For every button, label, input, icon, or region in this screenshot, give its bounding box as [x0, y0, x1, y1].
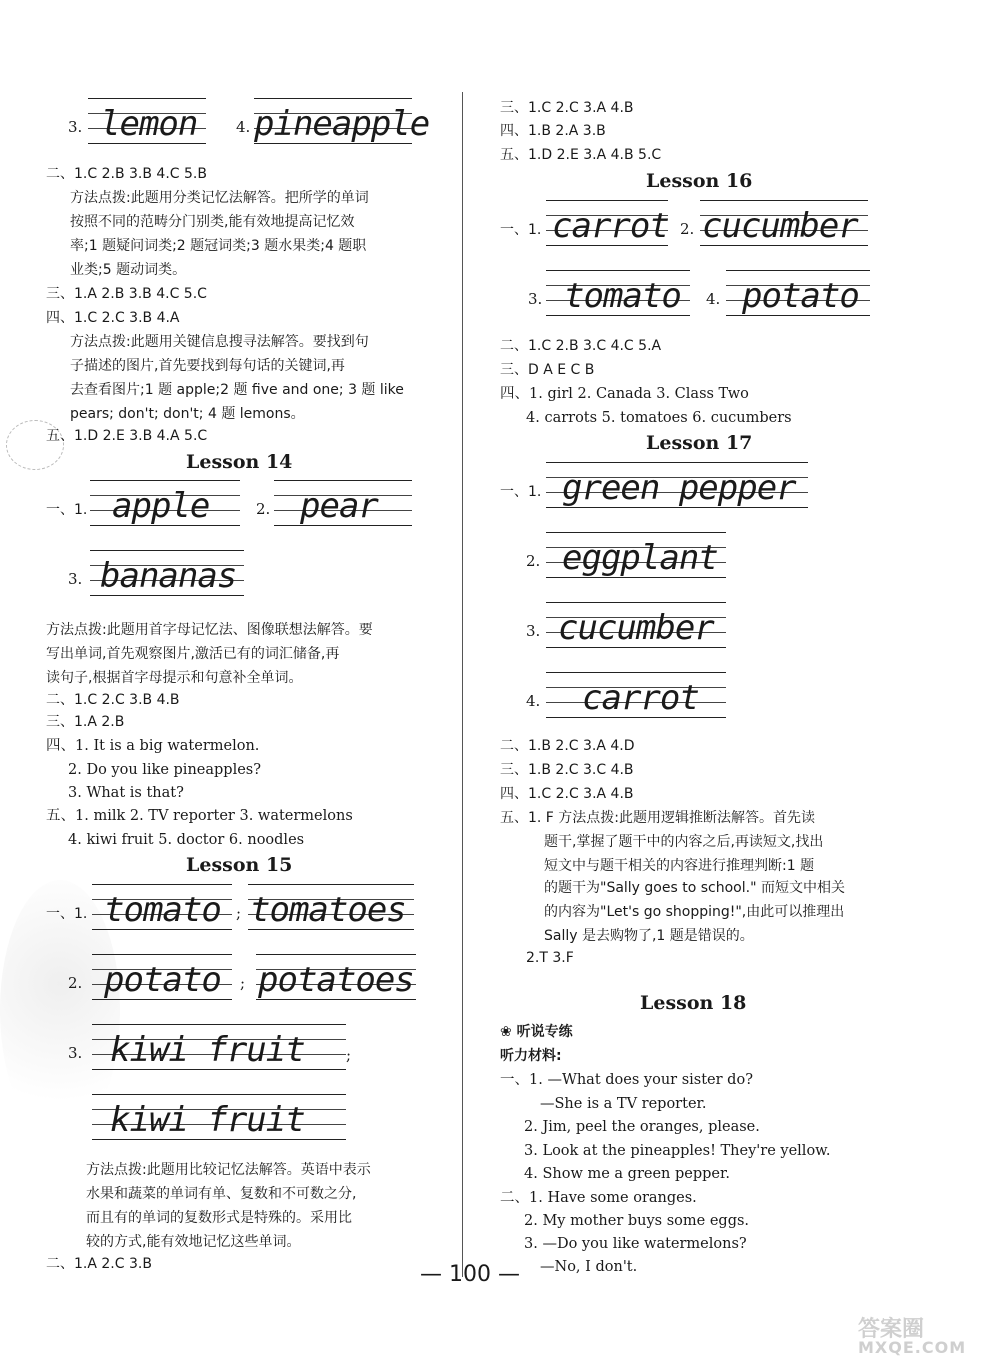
- script-line: 3. —Do you like watermelons?: [524, 1236, 747, 1252]
- handwritten-word: carrot: [552, 206, 669, 246]
- handwritten-word: kiwi fruit: [110, 1100, 305, 1140]
- watermark-logo: 答案圈: [858, 1317, 925, 1342]
- hw-num: 4.: [526, 692, 541, 710]
- tip-line: 读句子,根据首字母提示和句意补全单词。: [46, 670, 303, 686]
- answer-line: 二、1.B 2.C 3.A 4.D: [500, 738, 635, 754]
- answer-line: 五、1.D 2.E 3.B 4.A 5.C: [46, 428, 208, 444]
- hw-num: 2.: [68, 974, 83, 992]
- handwritten-word: carrot: [582, 678, 699, 718]
- script-line: 3. Look at the pineapples! They're yellow.: [524, 1143, 831, 1159]
- tip-line: 方法点拨:此题用关键信息搜寻法解答。要找到句: [70, 334, 369, 350]
- handwritten-word: potato: [742, 276, 859, 316]
- item-prefix: 一、1.: [500, 484, 542, 500]
- answer-line: 3. What is that?: [68, 785, 184, 801]
- answer-line: 四、1. It is a big watermelon.: [46, 738, 260, 754]
- paw-icon: ❀: [500, 1024, 512, 1040]
- hw-num: 3.: [68, 1044, 83, 1062]
- lesson-heading: Lesson 14: [186, 451, 293, 473]
- tip-line: 率;1 题疑问词类;2 题冠词类;3 题水果类;4 题职: [70, 238, 367, 254]
- handwritten-word: pear: [300, 486, 378, 526]
- material-label: 听力材料:: [500, 1048, 562, 1064]
- hw-num: 3.: [68, 118, 83, 136]
- handwritten-word: tomato: [104, 890, 221, 930]
- handwritten-word: tomato: [564, 276, 681, 316]
- script-line: 一、1. —What does your sister do?: [500, 1072, 753, 1088]
- tip-line: 短文中与题干相关的内容进行推理判断:1 题: [544, 858, 815, 874]
- answer-line: 四、1. girl 2. Canada 3. Class Two: [500, 386, 749, 402]
- handwritten-word: apple: [112, 486, 210, 526]
- answer-line: 4. kiwi fruit 5. doctor 6. noodles: [68, 832, 305, 848]
- answer-line: 二、1.C 2.B 3.B 4.C 5.B: [46, 166, 207, 182]
- handwritten-word: kiwi fruit: [110, 1030, 305, 1070]
- hw-num: 3.: [68, 570, 83, 588]
- watermark-url: MXQE.COM: [858, 1338, 967, 1357]
- tip-line: 子描述的图片,首先要找到每句话的关键词,再: [70, 358, 345, 374]
- answer-line: 2.T 3.F: [526, 950, 574, 966]
- handwritten-word: potato: [104, 960, 221, 1000]
- answer-line: 三、1.C 2.C 3.A 4.B: [500, 100, 634, 116]
- tip-line: 的内容为"Let's go shopping!",由此可以推理出: [544, 904, 845, 920]
- separator: ;: [236, 904, 242, 922]
- answer-line: 三、1.A 2.B 3.B 4.C 5.C: [46, 286, 207, 302]
- handwritten-word: green pepper: [562, 468, 796, 508]
- separator: ;: [240, 974, 246, 992]
- tip-line: 业类;5 题动词类。: [70, 262, 187, 278]
- handwritten-word: eggplant: [562, 538, 718, 578]
- tip-line: 写出单词,首先观察图片,激活已有的词汇储备,再: [46, 646, 340, 662]
- item-prefix: 一、1.: [500, 222, 542, 238]
- script-line: 2. My mother buys some eggs.: [524, 1213, 750, 1229]
- handwritten-word: cucumber: [702, 206, 858, 246]
- lesson-heading: Lesson 18: [640, 992, 747, 1014]
- separator: ;: [346, 1046, 352, 1064]
- tip-line: 方法点拨:此题用比较记忆法解答。英语中表示: [86, 1162, 371, 1178]
- answer-line: 四、1.C 2.C 3.B 4.A: [46, 310, 180, 326]
- handwritten-word: lemon: [100, 104, 198, 144]
- handwritten-word: tomatoes: [250, 890, 406, 930]
- script-line: —No, I don't.: [540, 1259, 638, 1275]
- tip-line: 而且有的单词的复数形式是特殊的。采用比: [86, 1210, 352, 1226]
- answer-line: 2. Do you like pineapples?: [68, 762, 262, 778]
- tip-line: 方法点拨:此题用分类记忆法解答。把所学的单词: [70, 190, 369, 206]
- handwritten-word: potatoes: [258, 960, 414, 1000]
- handwritten-word: cucumber: [558, 608, 714, 648]
- tip-line: 的题干为"Sally goes to school." 而短文中相关: [544, 880, 845, 896]
- hw-num: 3.: [526, 622, 541, 640]
- handwritten-word: bananas: [100, 556, 237, 596]
- hw-num: 4.: [706, 290, 721, 308]
- script-line: 2. Jim, peel the oranges, please.: [524, 1119, 760, 1135]
- hw-num: 3.: [528, 290, 543, 308]
- answer-line: 二、1.C 2.C 3.B 4.B: [46, 692, 180, 708]
- tip-line: 按照不同的范畴分门别类,能有效地提高记忆效: [70, 214, 355, 230]
- tip-line: 较的方式,能有效地记忆这些单词。: [86, 1234, 301, 1250]
- script-line: 4. Show me a green pepper.: [524, 1166, 730, 1182]
- tip-line: pears; don't; don't; 4 题 lemons。: [70, 406, 305, 422]
- hw-num: 2.: [526, 552, 541, 570]
- answer-line: 二、1.C 2.B 3.C 4.C 5.A: [500, 338, 662, 354]
- answer-line: 五、1. milk 2. TV reporter 3. watermelons: [46, 808, 353, 824]
- tip-line: 水果和蔬菜的单词有单、复数和不可数之分,: [86, 1186, 357, 1202]
- section-label: 听说专练: [516, 1024, 573, 1040]
- hw-num: 2.: [256, 500, 271, 518]
- answer-line: 五、1.D 2.E 3.A 4.B 5.C: [500, 147, 662, 163]
- lesson-heading: Lesson 15: [186, 854, 293, 876]
- tip-line: 题干,掌握了题干中的内容之后,再读短文,找出: [544, 834, 824, 850]
- script-line: —She is a TV reporter.: [540, 1096, 707, 1112]
- hw-num: 4.: [236, 118, 251, 136]
- answer-line: 四、1.C 2.C 3.A 4.B: [500, 786, 634, 802]
- page-number: — 100 —: [420, 1262, 520, 1287]
- tip-line: 去查看图片;1 题 apple;2 题 five and one; 3 题 like: [70, 382, 404, 398]
- tip-line: 方法点拨:此题用首字母记忆法、图像联想法解答。要: [46, 622, 373, 638]
- item-prefix: 一、1.: [46, 906, 88, 922]
- script-line: 二、1. Have some oranges.: [500, 1190, 697, 1206]
- answer-line: 五、1. F 方法点拨:此题用逻辑推断法解答。首先读: [500, 810, 816, 826]
- answer-line: 四、1.B 2.A 3.B: [500, 123, 606, 139]
- section-title: [500, 1022, 573, 1042]
- lesson-heading: Lesson 16: [646, 170, 753, 192]
- answer-line: 4. carrots 5. tomatoes 6. cucumbers: [526, 410, 792, 426]
- hw-num: 2.: [680, 220, 695, 238]
- tip-line: Sally 是去购物了,1 题是错误的。: [544, 928, 754, 944]
- answer-line: 三、1.B 2.C 3.C 4.B: [500, 762, 634, 778]
- answer-line: 二、1.A 2.C 3.B: [46, 1256, 152, 1272]
- handwritten-word: pineapple: [254, 104, 430, 144]
- lesson-heading: Lesson 17: [646, 432, 753, 454]
- answer-line: 三、D A E C B: [500, 362, 595, 378]
- item-prefix: 一、1.: [46, 502, 88, 518]
- answer-line: 三、1.A 2.B: [46, 714, 125, 730]
- column-divider: [462, 92, 463, 1277]
